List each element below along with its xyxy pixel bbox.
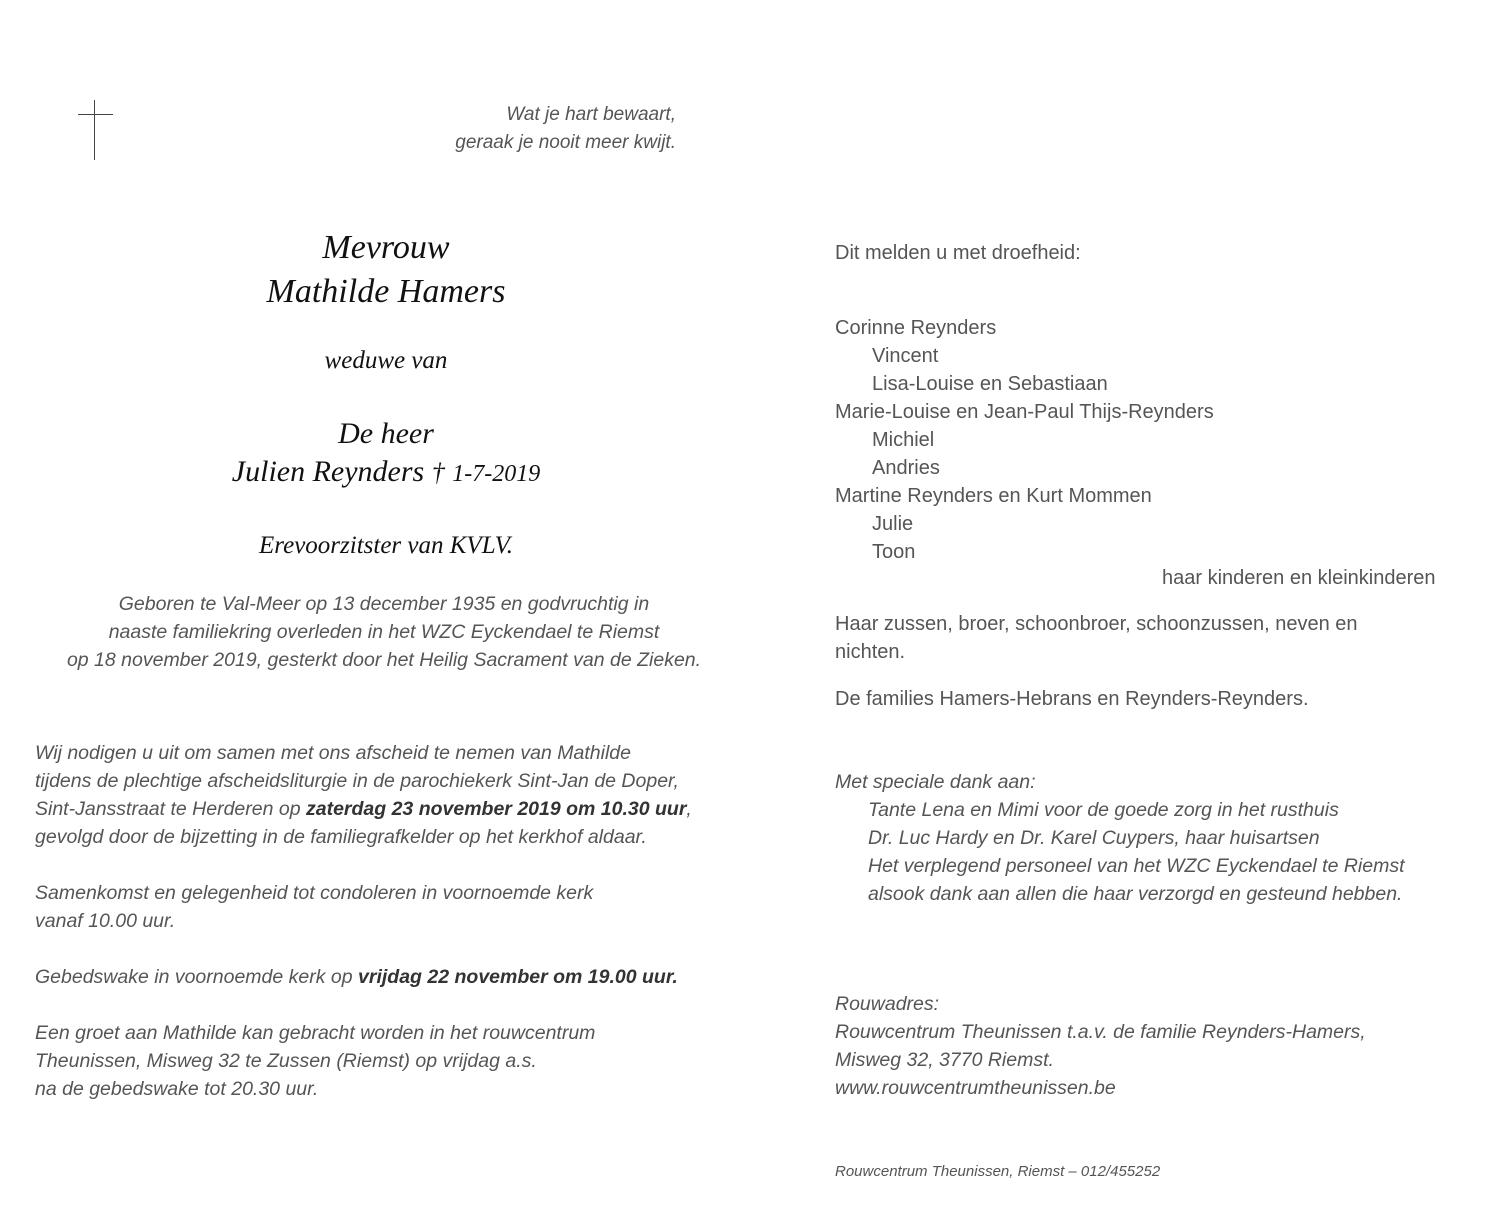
deceased-name-block	[0, 226, 772, 314]
invitation-text	[35, 739, 692, 851]
birth-death-line-3: op 18 november 2019, gesterkt door het Heilig Sacrament van de Zieken.	[66, 649, 702, 671]
birth-death-line-2: naaste familiekring overleden in het WZC Eyckendael te Riemst	[108, 621, 660, 643]
family-member-grandchild: Vincent	[872, 345, 939, 367]
family-list	[835, 314, 1214, 566]
thanks-lines	[835, 796, 1405, 908]
birth-death-text	[0, 590, 770, 674]
family-member-grandchild: Andries	[872, 457, 940, 479]
motto	[455, 101, 676, 157]
invitation-line-3-post: ,	[686, 798, 692, 820]
invitation-line-3-pre: Sint-Jansstraat te Herderen op	[35, 798, 306, 820]
cross-symbol: †	[431, 458, 445, 487]
motto-line-2: geraak je nooit meer kwijt.	[455, 132, 676, 153]
siblings-text	[835, 610, 1358, 666]
invitation-line-2: tijdens de plechtige afscheidsliturgie in de parochiekerk Sint-Jan de Doper,	[35, 770, 679, 792]
invitation-line-4: gevolgd door de bijzetting in de familiegrafkelder op het kerkhof aldaar.	[35, 826, 647, 848]
family-member-grandchild: Toon	[872, 541, 916, 563]
relation-text: weduwe van	[324, 347, 448, 374]
siblings-line-1: Haar zussen, broer, schoonbroer, schoonzussen, neven en	[835, 613, 1358, 635]
family-intro: Dit melden u met droefheid:	[835, 242, 1081, 264]
families-text: De families Hamers-Hebrans en Reynders-Reynders.	[835, 688, 1309, 710]
family-member-child: Marie-Louise en Jean-Paul Thijs-Reynders	[835, 401, 1214, 423]
spouse-date: 1-7-2019	[452, 461, 541, 487]
condolence-line-1: Samenkomst en gelegenheid tot condoleren in voornoemde kerk	[35, 882, 594, 904]
address-website-link[interactable]: www.rouwcentrumtheunissen.be	[835, 1077, 1116, 1099]
spouse-block	[0, 415, 772, 493]
spouse-name: Julien Reynders	[231, 455, 425, 488]
thanks-block	[835, 768, 1405, 908]
deceased-name: Mathilde Hamers	[266, 273, 506, 310]
family-member-child: Martine Reynders en Kurt Mommen	[835, 485, 1152, 507]
condolence-line-2: vanaf 10.00 uur.	[35, 910, 176, 932]
address-line-1: Rouwcentrum Theunissen t.a.v. de familie Reynders-Hamers,	[835, 1021, 1366, 1043]
thanks-line: Tante Lena en Mimi voor de goede zorg in het rusthuis	[868, 799, 1339, 821]
wake-pre: Gebedswake in voornoemde kerk op	[35, 966, 359, 988]
greeting-line-1: Een groet aan Mathilde kan gebracht worden in het rouwcentrum	[35, 1022, 596, 1044]
greeting-line-2: Theunissen, Misweg 32 te Zussen (Riemst) op vrijdag a.s.	[35, 1050, 537, 1072]
family-member-grandchild: Lisa-Louise en Sebastiaan	[872, 373, 1108, 395]
birth-death-line-1: Geboren te Val-Meer op 13 december 1935 en godvruchtig in	[118, 593, 650, 615]
wake-text	[35, 963, 678, 991]
address-block	[835, 990, 1366, 1102]
invitation-line-3	[35, 795, 692, 823]
thanks-line: alsook dank aan allen die haar verzorgd en gesteund hebben.	[868, 883, 1403, 905]
greeting-text	[35, 1019, 595, 1103]
service-datetime: zaterdag 23 november 2019 om 10.30 uur	[305, 798, 687, 820]
cross-icon	[78, 100, 114, 160]
siblings-line-2: nichten.	[835, 641, 906, 663]
footer-text: Rouwcentrum Theunissen, Riemst – 012/455252	[835, 1163, 1161, 1180]
spouse-title: De heer	[338, 417, 434, 450]
honorary-title: Erevoorzitster van KVLV.	[259, 532, 513, 559]
spouse-line	[0, 453, 772, 493]
family-member-grandchild: Julie	[872, 513, 914, 535]
greeting-line-3: na de gebedswake tot 20.30 uur.	[35, 1078, 319, 1100]
family-member-grandchild: Michiel	[872, 429, 935, 451]
family-member-child: Corinne Reynders	[835, 317, 997, 339]
address-line-2: Misweg 32, 3770 Riemst.	[835, 1049, 1054, 1071]
address-heading: Rouwadres:	[835, 993, 940, 1015]
wake-datetime: vrijdag 22 november om 19.00 uur.	[358, 966, 678, 988]
thanks-line: Dr. Luc Hardy en Dr. Karel Cuypers, haar huisartsen	[868, 827, 1320, 849]
condolence-text	[35, 879, 593, 935]
family-caption: haar kinderen en kleinkinderen	[1162, 567, 1436, 589]
motto-line-1: Wat je hart bewaart,	[506, 104, 676, 125]
thanks-line: Het verplegend personeel van het WZC Eyckendael te Riemst	[868, 855, 1405, 877]
deceased-title: Mevrouw	[322, 229, 450, 266]
invitation-line-1: Wij nodigen u uit om samen met ons afscheid te nemen van Mathilde	[35, 742, 631, 764]
thanks-heading: Met speciale dank aan:	[835, 771, 1036, 793]
